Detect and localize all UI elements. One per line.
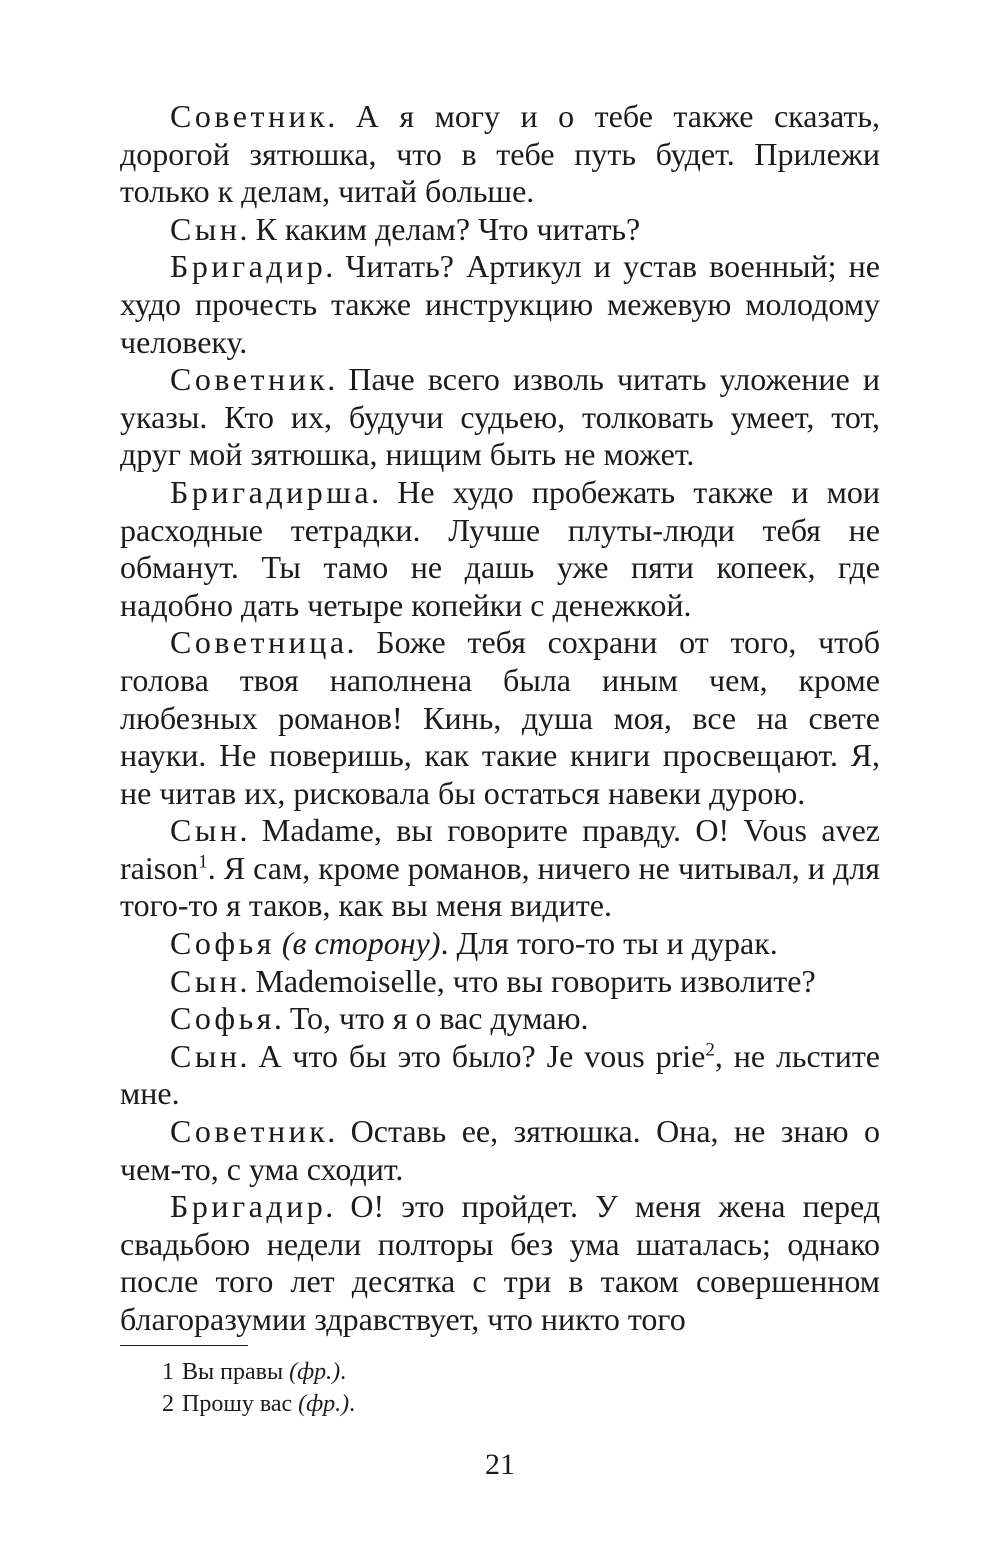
footnote-reference: 1	[198, 851, 208, 873]
footnote-divider	[120, 1345, 248, 1346]
dialogue-text: . Для того-то ты и дурак.	[440, 925, 778, 962]
footnote-end: .	[340, 1359, 347, 1385]
dialogue-paragraph	[120, 1113, 880, 1188]
footnote-text: Вы правы	[182, 1359, 290, 1385]
dialogue-paragraph	[120, 361, 880, 474]
speaker-name: Сын	[170, 962, 241, 999]
speaker-name: Бригадир	[170, 248, 327, 285]
dialogue-text: . То, что я о вас думаю.	[273, 1000, 589, 1037]
dialogue-text: . Читать? Артикул и устав военный; не худо прочесть также инструкцию межевую молодому человеку.	[120, 248, 880, 360]
footnote-reference: 2	[705, 1039, 715, 1061]
footnote-number: 1	[162, 1359, 174, 1385]
speaker-name: Советница	[170, 624, 348, 661]
speaker-name: Сын	[170, 1037, 241, 1074]
dialogue-text: . Я сам, кроме романов, ничего не читывал, и для того-то я таков, как вы меня видите.	[120, 849, 880, 924]
dialogue-text: , не льстите мне.	[120, 1037, 880, 1112]
dialogue-paragraph	[120, 812, 880, 925]
page-body	[120, 98, 880, 1339]
dialogue-text: . Паче всего изволь читать уложение и указы. Кто их, будучи судьею, толковать умеет, тот, друг мой зятюшка, нищим быть не может.	[120, 361, 880, 473]
dialogue-text: . Оставь ее, зятюшка. Она, не знаю о чем-то, с ума сходит.	[120, 1113, 880, 1187]
dialogue-paragraph	[120, 624, 880, 812]
dialogue-text: . К каким делам? Что читать?	[239, 210, 641, 247]
dialogue-paragraph	[120, 248, 880, 361]
page-number: 21	[485, 1448, 515, 1481]
stage-direction: (в сторону)	[281, 925, 441, 962]
dialogue-paragraph	[120, 1188, 880, 1338]
dialogue-paragraph	[120, 1000, 880, 1038]
dialogue-paragraph	[120, 1038, 880, 1113]
dialogue-text: . А я могу и о тебе также сказать, дорогой зятюшка, что в тебе путь будет. Прилежи только к делам, читай больше.	[120, 98, 880, 210]
dialogue-text: . Не худо пробежать также и мои расходные тетрадки. Лучше плуты-люди тебя не обманут. Ты тамо не дашь уже пяти копеек, где надобно дать четыре копейки с денежкой.	[120, 473, 880, 623]
dialogue-text: . О! это пройдет. У меня жена перед свадьбою недели полторы без ума шаталась; однако после того лет десятка с три в таком совершенном благоразумии здравствует, что никто того	[120, 1188, 880, 1337]
speaker-name: Сын	[170, 812, 241, 849]
dialogue-paragraph	[120, 925, 880, 963]
speaker-name: Бригадир	[170, 1188, 327, 1225]
speaker-name: Сын	[170, 210, 241, 247]
footnote	[120, 1388, 880, 1420]
footnote-number: 2	[162, 1391, 174, 1417]
footnote-language-tag: (фр.)	[298, 1391, 350, 1417]
footnote-end: .	[349, 1391, 356, 1417]
dialogue-text: . Боже тебя сохрани от того, чтоб голова твоя наполнена была иным чем, кроме любезных романов! Кинь, душа моя, все на свете науки. Не поверишь, как такие книги просвещают. Я, не читав их, рисковала бы остаться навеки дурою.	[120, 624, 880, 811]
footnote	[120, 1356, 880, 1388]
dialogue-paragraph	[120, 211, 880, 249]
footnote-text: Прошу вас	[182, 1391, 299, 1417]
dialogue-paragraph	[120, 963, 880, 1001]
dialogue-paragraph	[120, 474, 880, 624]
dialogue-text: . А что бы это было? Je vous prie	[239, 1037, 706, 1074]
dialogue-text: . Mademoiselle, что вы говорить изволите?	[239, 962, 816, 999]
dialogue-paragraph	[120, 98, 880, 211]
speaker-name: Советник	[170, 1113, 329, 1150]
footnotes-section	[120, 1345, 880, 1420]
footnote-language-tag: (фр.)	[289, 1359, 341, 1385]
dialogue-text: . Madame, вы говорите правду. О! Vous avez raison	[120, 812, 880, 886]
speaker-name: Софья	[170, 1000, 275, 1037]
speaker-name: Советник	[170, 361, 329, 398]
speaker-name: Бригадирша	[170, 473, 373, 510]
speaker-name: Советник	[170, 98, 329, 134]
speaker-name: Софья	[170, 925, 275, 962]
